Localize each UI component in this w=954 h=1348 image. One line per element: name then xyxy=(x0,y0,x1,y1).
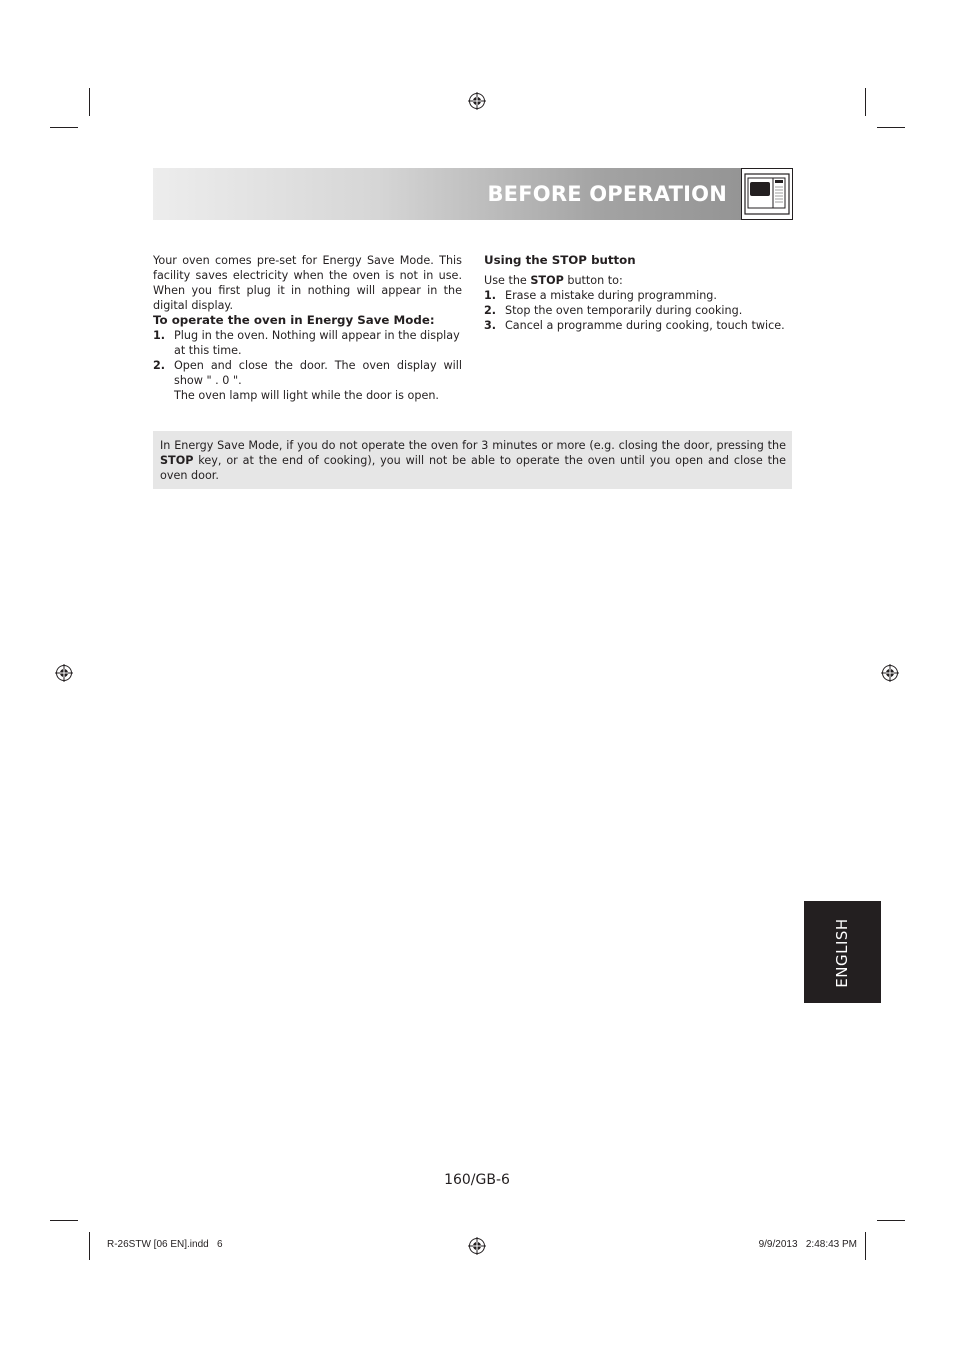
registration-mark-icon xyxy=(468,92,486,110)
registration-mark-icon xyxy=(468,1237,486,1255)
step-text: Cancel a programme during cooking, touch twice. xyxy=(505,319,785,332)
energy-save-heading: To operate the oven in Energy Save Mode: xyxy=(153,313,435,327)
list-item xyxy=(484,303,789,318)
step-number: 1. xyxy=(153,329,166,342)
page-title: BEFORE OPERATION xyxy=(487,182,727,206)
crop-mark xyxy=(877,127,905,128)
crop-mark xyxy=(865,1232,866,1260)
crop-mark xyxy=(50,127,78,128)
intro-suffix: button to: xyxy=(563,274,623,287)
step-number: 3. xyxy=(484,319,497,332)
energy-save-intro: Your oven comes pre-set for Energy Save Mode. This facility saves electricity when the oven is not in use. When you first plug it in nothing will appear in the digital display. xyxy=(153,254,462,312)
step-text: Stop the oven temporarily during cooking. xyxy=(505,304,743,317)
energy-save-note xyxy=(153,431,792,489)
stop-button-intro xyxy=(484,273,789,288)
step-text: Plug in the oven. Nothing will appear in the display at this time. xyxy=(174,329,460,357)
page-number: 160/GB-6 xyxy=(444,1172,510,1188)
language-tab xyxy=(804,901,881,1003)
microwave-oven-icon xyxy=(741,168,793,220)
crop-mark xyxy=(865,88,866,116)
list-item xyxy=(484,318,789,333)
registration-mark-icon xyxy=(55,664,73,682)
note-stop-keyword: STOP xyxy=(160,454,194,467)
stop-keyword: STOP xyxy=(530,274,564,287)
intro-prefix: Use the xyxy=(484,274,531,287)
language-tab-label: ENGLISH xyxy=(833,918,851,988)
crop-mark xyxy=(89,1232,90,1260)
list-item xyxy=(484,288,789,303)
crop-mark xyxy=(50,1220,78,1221)
left-column xyxy=(153,253,462,403)
footer-timestamp xyxy=(759,1239,857,1250)
step-number: 2. xyxy=(484,304,497,317)
section-header xyxy=(153,168,793,220)
step-extra-text: The oven lamp will light while the door is open. xyxy=(174,389,439,402)
step-number: 1. xyxy=(484,289,497,302)
step-number: 2. xyxy=(153,359,166,372)
footer-timestamp-text: 9/9/2013 2:48:43 PM xyxy=(758,1239,857,1250)
registration-mark-icon xyxy=(881,664,899,682)
note-text-after: key, or at the end of cooking), you will not be able to operate the oven until you open and close the oven door. xyxy=(160,454,786,482)
list-item xyxy=(153,328,462,358)
footer-file-text: R-26STW [06 EN].indd 6 xyxy=(107,1239,223,1250)
crop-mark xyxy=(877,1220,905,1221)
stop-button-heading: Using the STOP button xyxy=(484,253,636,267)
footer-file-name xyxy=(107,1239,223,1250)
energy-save-steps xyxy=(153,328,462,403)
right-column xyxy=(484,253,789,333)
list-item xyxy=(153,358,462,403)
crop-mark xyxy=(89,88,90,116)
note-text-before: In Energy Save Mode, if you do not operate the oven for 3 minutes or more (e.g. closing the door, pressing the xyxy=(160,439,786,452)
step-text: Erase a mistake during programming. xyxy=(505,289,717,302)
stop-button-steps xyxy=(484,288,789,333)
step-text: Open and close the door. The oven display will show " . 0 ". xyxy=(174,359,462,387)
